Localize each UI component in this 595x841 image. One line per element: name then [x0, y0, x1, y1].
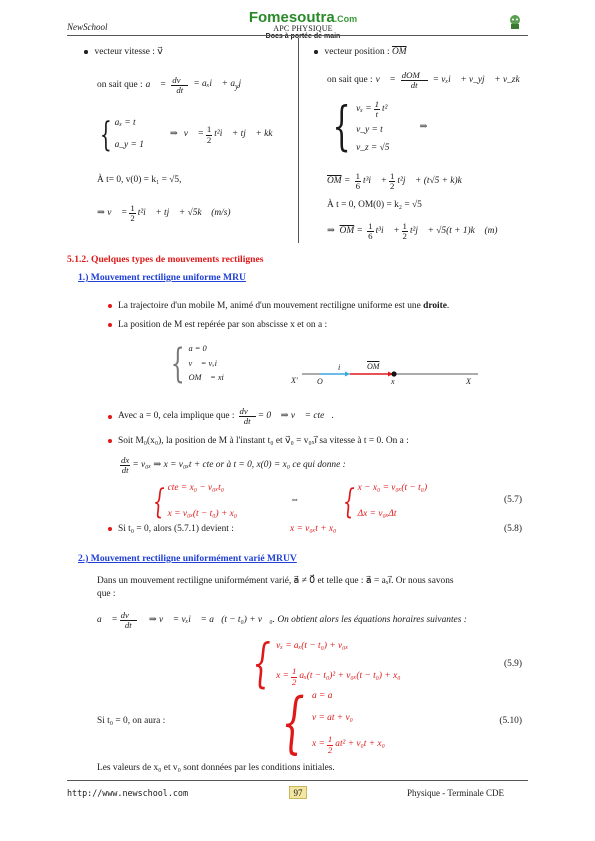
mru-bullet-5: Si t₀ = 0, alors (5.7.1) devient : [108, 524, 234, 536]
eq-5-7-left: { cte = x₀ − v₀ₓt₀ x = v₀ₓ(t − t₀) + x₀ [152, 481, 238, 522]
column-separator [298, 38, 299, 243]
footer-page-number: 97 [289, 786, 307, 799]
footer-url[interactable]: http://www.newschool.com [67, 788, 189, 798]
mruv-last: Les valeurs de x₀ et v₀ sont données par les conditions initiales. [97, 763, 335, 773]
eq-number-5-10: (5.10) [499, 716, 522, 726]
eq-5-10: { a = a v = at + v₀ x = $\frac{1}{2}$ at² + v₀t + x₀ [281, 684, 385, 761]
logo-sub2: Docs à portée de main [265, 33, 341, 40]
left-final: ⇒ v⃗ = $\frac{1}{2}$ t²i⃗ + tj⃗ + √5k⃗ (m/s) [97, 203, 231, 224]
axis-label-xprime: X' [291, 376, 298, 385]
eq-5-8: x = v₀ₓt + x₀ [290, 524, 337, 534]
section-title: 5.1.2. Quelques types de mouvements rectilignes [67, 254, 264, 265]
si-t0-text: Si t₀ = 0, on aura : [97, 716, 166, 726]
logo-sub1: APC PHYSIQUE [273, 24, 333, 33]
left-init: À t= 0, v(0) = k₁ = √5, [97, 175, 182, 185]
mru-bullet-1: La trajectoire d'un mobile M, animé d'un mouvement rectiligne uniforme est une droite. [108, 301, 449, 313]
left-system: { aₓ = t a_y = 1 ⇒ v⃗ = $\frac{1}{2}$ t²i⃗ + tj⃗ + kk⃗ [99, 115, 280, 155]
right-item-position: vecteur position : $\overline{OM}$ [314, 47, 407, 59]
logo-suffix: .Com [334, 14, 358, 24]
eq-5-7-right: { x − x₀ = v₀ₓ(t − t₀) Δx = v₀ₓΔt [342, 481, 428, 522]
mru-eq-line: $\frac{dx}{dt}$ = v₀ₓ ⇒ x = v₀ₓt + cte or à t = 0, x(0) = x₀ ce qui donne : [121, 455, 346, 476]
eq-number-5-8: (5.8) [504, 524, 522, 534]
mru-bullet-3: Avec a = 0, cela implique que : $\frac{dv⃗}{dt}$ = 0⃗ ⇒ v⃗ = cte⃗. [108, 407, 334, 426]
eq-5-7-equiv: ⇔ [290, 495, 300, 505]
right-system: { vₓ = $\frac{1}{t}$ t² v_y = t v_z = √5 ⇒ [332, 97, 428, 158]
mru-system: { a = 0 v⃗ = vₓi⃗ OM⃗ = xi⃗ [170, 341, 231, 387]
mru-bullet-2: La position de M est repérée par son abscisse x et on a : [108, 320, 327, 332]
axis-label-bigx: X [466, 377, 471, 386]
left-item-vitesse: vecteur vitesse : v⃗ [84, 47, 163, 59]
axis-label-o: O [317, 377, 323, 386]
axis-label-om: $\overline{OM}$ [367, 362, 380, 371]
subsection-mruv: 2.) Mouvement rectiligne uniformément varié MRUV [78, 553, 297, 564]
point-m [391, 371, 396, 376]
left-known: on sait que : a⃗ = $\frac{dv⃗}{dt}$ = aₓi⃗ + $a_yj⃗$ [97, 75, 249, 96]
footer-rule [67, 780, 528, 781]
header-rule [67, 35, 528, 36]
right-init: À t = 0, OM(0) = k₂ = √5 [327, 200, 422, 210]
right-om-eq: $\overline{OM}$ = $\frac{1}{6}$ t³i⃗ + $\frac{1}{2}$ t²j⃗ + (t√5 + k)k⃗ [327, 171, 470, 192]
mruv-p1b: que : [97, 589, 116, 599]
axis-label-x: x [391, 377, 395, 386]
mru-bullet-4: Soit M₀(x₀), la position de M à l'instant t₀ et v⃗₀ = v₀ₓi⃗ sa vitesse à t = 0. On a : [108, 436, 409, 448]
eq-number-5-9: (5.9) [504, 659, 522, 669]
eq-number-5-7: (5.7) [504, 495, 522, 505]
footer-right: Physique - Terminale CDE [407, 788, 504, 798]
right-final: ⇒ $\overline{OM}$ = $\frac{1}{6}$ t³i⃗ + $\frac{1}{2}$ t²j⃗ + √5(t + 1)k⃗ (m) [327, 221, 498, 242]
subsection-mru: 1.) Mouvement rectiligne uniforme MRU [78, 272, 246, 283]
header-robot-icon [508, 14, 522, 30]
right-known: on sait que : v⃗ = $\frac{\text{dOM⃗}}{dt}$ = vₓi⃗ + v_yj⃗ + v_zk⃗ [327, 70, 527, 91]
axis-label-i: i⃗ [338, 363, 347, 372]
mruv-p1: Dans un mouvement rectiligne uniformément varié, a⃗ ≠ 0⃗ et telle que : a⃗ = aₓi⃗. Or nous savons [97, 576, 454, 586]
header-left: NewSchool [67, 22, 108, 32]
axis-diagram [282, 358, 482, 388]
eq-5-9: { vₓ = aₓ(t − t₀) + v₀ₓ x = $\frac{1}{2}$ aₓ(t − t₀)² + v₀ₓ(t − t₀) + x₀ [252, 634, 401, 694]
mruv-line2: a⃗ = $\frac{dv⃗}{dt}$ ⇒ v⃗ = vₓi⃗ = a⃗(t − t₀) + v⃗₀. On obtient alors les équations horaires suivantes : [97, 610, 467, 631]
header-logo[interactable] [243, 10, 363, 44]
logo-main: Fomesoutra [248, 9, 335, 26]
